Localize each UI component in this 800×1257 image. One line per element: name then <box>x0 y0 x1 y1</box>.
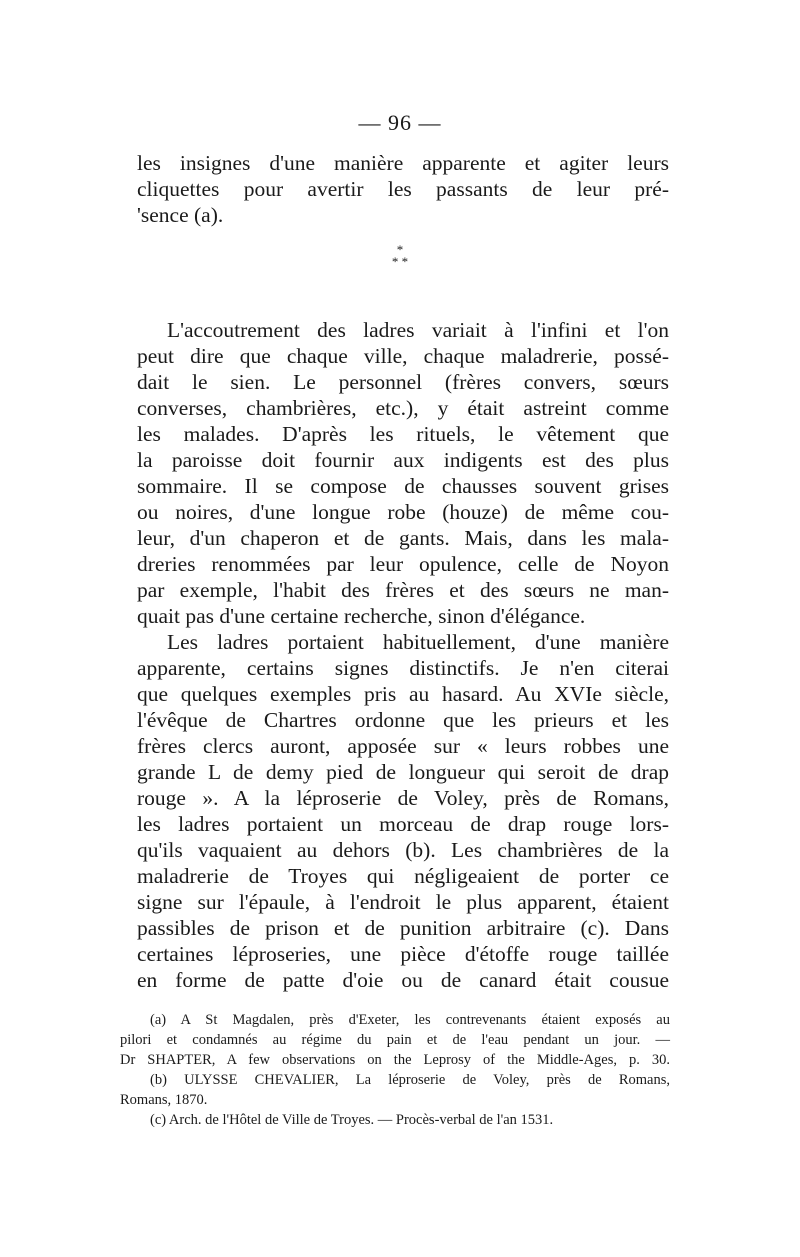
text-line: qu'ils vaquaient au dehors (b). Les chambrières de la <box>137 838 669 862</box>
text-line: en forme de patte d'oie ou de canard était cousue <box>137 968 669 992</box>
asterism-bottom: * * <box>391 254 409 269</box>
text-line: 'sence (a). <box>137 203 224 227</box>
footnote-a: (a) A St Magdalen, près d'Exeter, les contrevenants étaient exposés au <box>150 1012 670 1028</box>
text-line: passibles de prison et de punition arbitraire (c). Dans <box>137 916 669 940</box>
text-line: ou noires, d'une longue robe (houze) de même cou- <box>137 500 669 524</box>
text-line: quait pas d'une certaine recherche, sinon d'élégance. <box>137 604 586 628</box>
asterism-top: * <box>396 242 404 257</box>
text-line: cliquettes pour avertir les passants de leur pré- <box>137 177 669 201</box>
section-separator-asterism <box>0 244 800 268</box>
text-line: Les ladres portaient habituellement, d'une manière <box>167 630 669 654</box>
footnote-b-cont: Romans, 1870. <box>120 1092 208 1108</box>
text-line: sommaire. Il se compose de chausses souvent grises <box>137 474 669 498</box>
text-line: frères clercs auront, apposée sur « leurs robbes une <box>137 734 669 758</box>
footnote-c: (c) Arch. de l'Hôtel de Ville de Troyes. — Procès-verbal de l'an 1531. <box>150 1112 554 1128</box>
text-line: la paroisse doit fournir aux indigents est des plus <box>137 448 669 472</box>
footnotes <box>120 1010 670 1130</box>
text-line: certaines léproseries, une pièce d'étoffe rouge taillée <box>137 942 669 966</box>
text-line: l'évêque de Chartres ordonne que les prieurs et les <box>137 708 669 732</box>
text-line: rouge ». A la léproserie de Voley, près de Romans, <box>137 786 669 810</box>
paragraph-continuation <box>137 150 669 228</box>
footnote-b: (b) ULYSSE CHEVALIER, La léproserie de Voley, près de Romans, <box>150 1072 670 1088</box>
text-line: peut dire que chaque ville, chaque maladrerie, possé- <box>137 344 669 368</box>
text-line: les malades. D'après les rituels, le vêtement que <box>137 422 669 446</box>
text-line: apparente, certains signes distinctifs. Je n'en citerai <box>137 656 669 680</box>
paragraph-signes <box>137 629 669 993</box>
text-line: dreries renommées par leur opulence, celle de Noyon <box>137 552 669 576</box>
footnote-a-source: Dr SHAPTER, A few observations on the Leprosy of the Middle-Ages, p. 30. <box>120 1052 670 1068</box>
text-line: signe sur l'épaule, à l'endroit le plus apparent, étaient <box>137 890 669 914</box>
text-line: converses, chambrières, etc.), y était astreint comme <box>137 396 669 420</box>
page-number: — 96 — <box>358 110 442 135</box>
text-line: les ladres portaient un morceau de drap rouge lors- <box>137 812 669 836</box>
text-line: grande L de demy pied de longueur qui seroit de drap <box>137 760 669 784</box>
text-line: dait le sien. Le personnel (frères convers, sœurs <box>137 370 669 394</box>
footnote-a-cont: pilori et condamnés au régime du pain et de l'eau pendant un jour. — <box>120 1032 670 1048</box>
text-line: maladrerie de Troyes qui négligeaient de porter ce <box>137 864 669 888</box>
text-line: leur, d'un chaperon et de gants. Mais, dans les mala- <box>137 526 669 550</box>
paragraph-accoutrement <box>137 317 669 629</box>
text-line: que quelques exemples pris au hasard. Au XVIe siècle, <box>137 682 669 706</box>
text-line: L'accoutrement des ladres variait à l'infini et l'on <box>167 318 669 342</box>
text-line: par exemple, l'habit des frères et des sœurs ne man- <box>137 578 669 602</box>
text-line: les insignes d'une manière apparente et agiter leurs <box>137 151 669 175</box>
